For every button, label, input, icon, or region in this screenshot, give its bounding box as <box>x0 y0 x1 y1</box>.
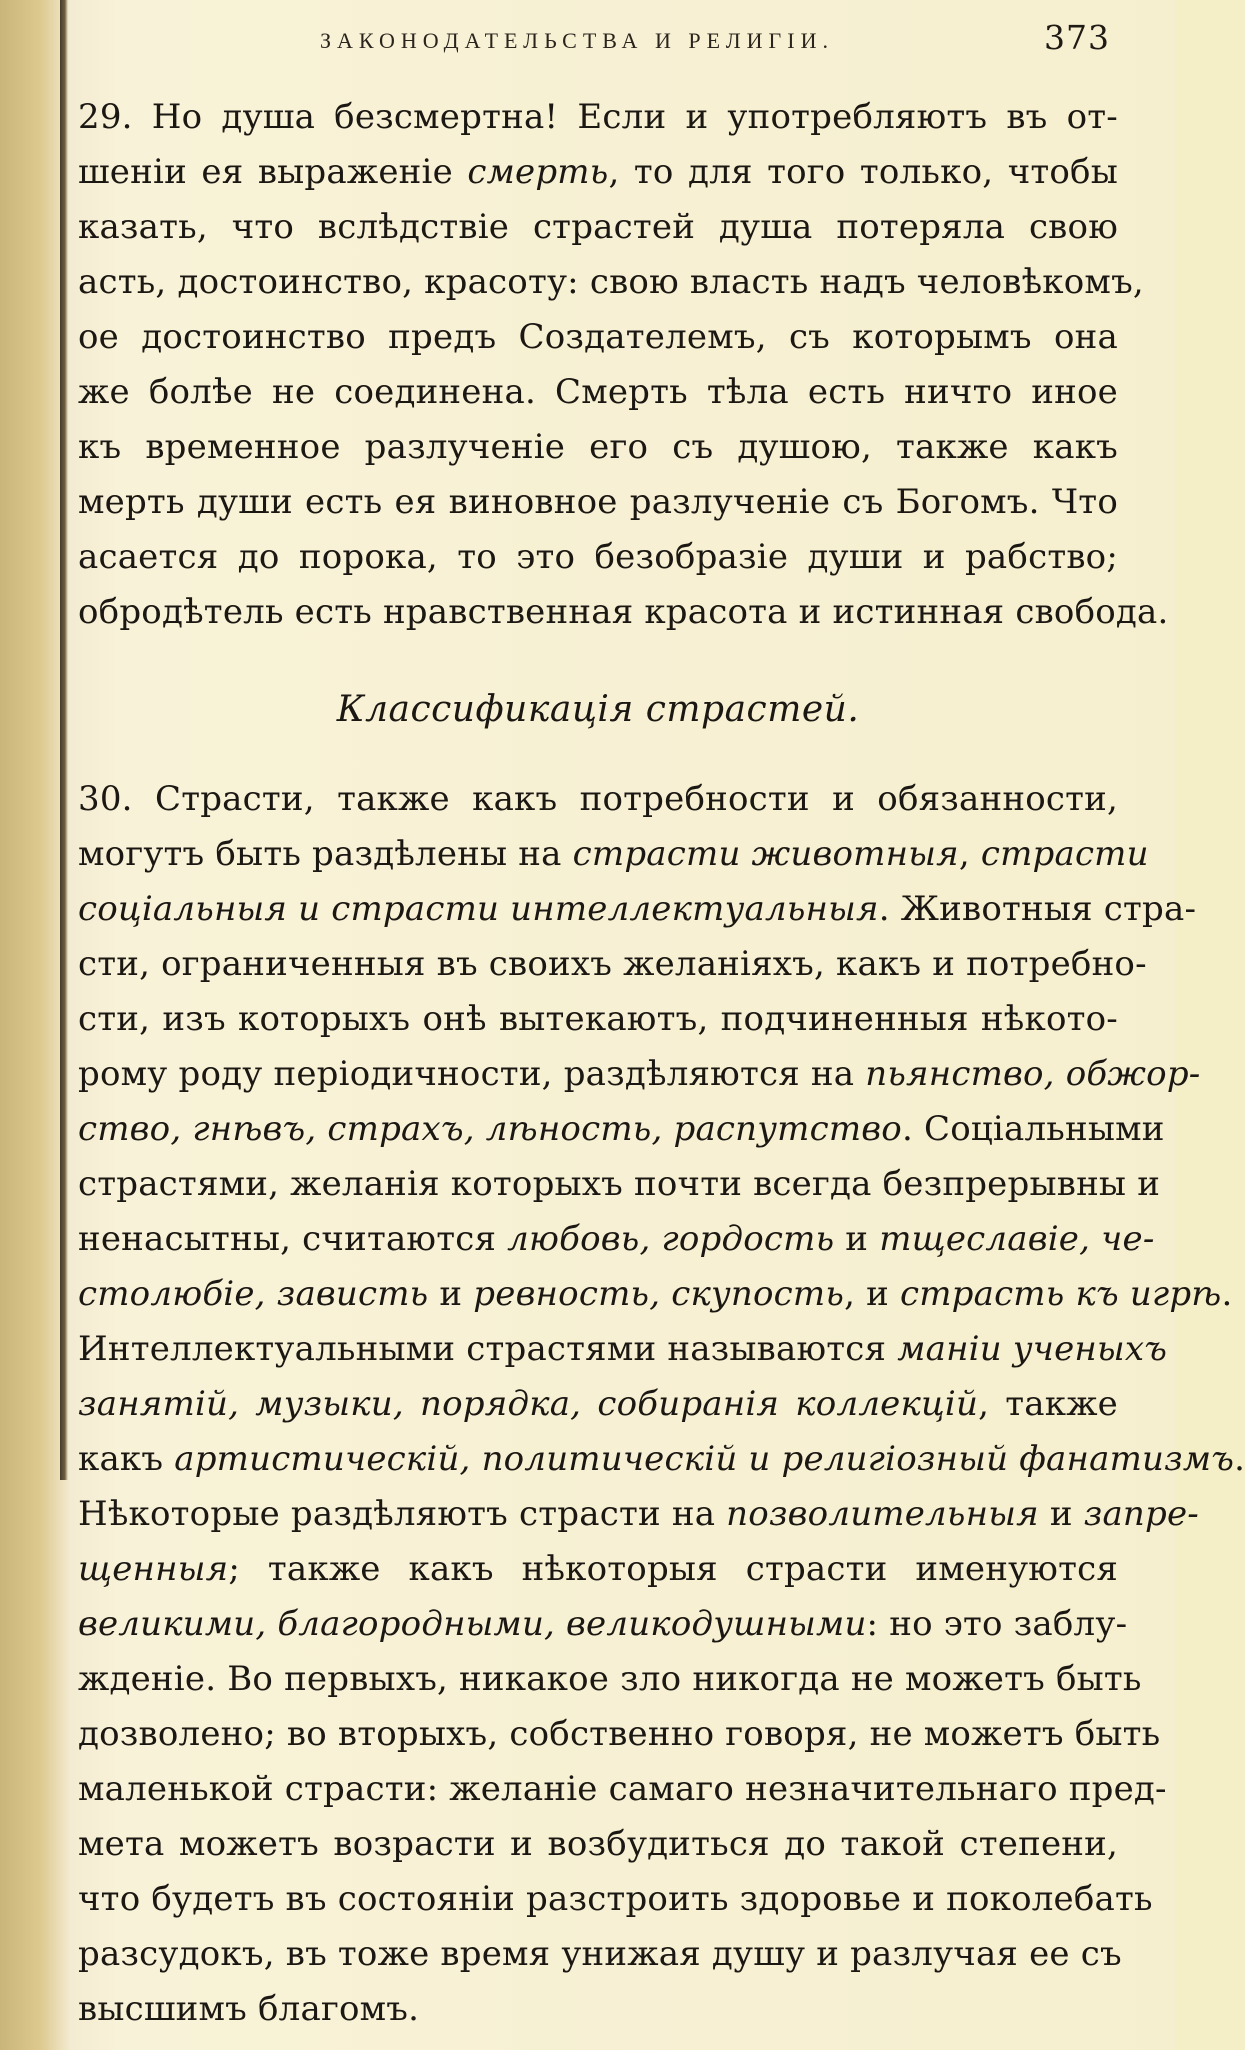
text-run: асть, достоинство, красоту: свою власть надъ человѣкомъ, <box>78 262 1144 302</box>
text-line <box>78 90 1118 145</box>
section-heading: Классификація страстей. <box>336 689 860 730</box>
text-line <box>78 145 1118 200</box>
text-run: Интеллектуальными страстями называются <box>78 1329 898 1369</box>
text-run: ое достоинство предъ Создателемъ, съ которымъ она <box>78 317 1118 357</box>
text-line <box>78 1432 1245 1487</box>
page-body <box>78 90 1245 2037</box>
text-run: разсудокъ, въ тоже время унижая душу и разлучая ее съ <box>78 1934 1122 1974</box>
text-run: асается до порока, то это безобразіе души и рабство; <box>78 537 1118 577</box>
text-line <box>78 992 1118 1047</box>
text-line <box>78 1762 1167 1817</box>
text-run: . Соціальными <box>901 1109 1165 1149</box>
text-run: шеніи ея выраженіе <box>78 152 468 192</box>
italic-term: страсть къ игрѣ <box>899 1274 1222 1314</box>
text-run: жденіе. Во первыхъ, никакое зло никогда не можетъ быть <box>78 1659 1142 1699</box>
text-run: маленькой страсти: желаніе самаго незначительнаго пред- <box>78 1769 1167 1809</box>
text-line <box>78 365 1118 420</box>
italic-term: страсти животныя <box>572 834 959 874</box>
italic-term: ревность, скупость <box>473 1274 845 1314</box>
text-run: и <box>428 1274 474 1314</box>
italic-term: пьянство, обжор- <box>865 1054 1201 1094</box>
text-run: сти, изъ которыхъ онѣ вытекаютъ, подчиненныя нѣкото- <box>78 999 1118 1039</box>
text-line <box>78 1487 1199 1542</box>
text-run: Нѣкоторые раздѣляютъ страсти на <box>78 1494 727 1534</box>
italic-term: щенныя <box>78 1549 229 1589</box>
text-line <box>78 585 1169 640</box>
text-line <box>78 1652 1142 1707</box>
italic-term: артистическій, политическій и религіозный фанатизмъ <box>174 1439 1235 1479</box>
text-run: сти, ограниченныя въ своихъ желаніяхъ, какъ и потребно- <box>78 944 1147 984</box>
text-line <box>78 1597 1128 1652</box>
text-line <box>78 1542 1118 1597</box>
running-head: ЗАКОНОДАТЕЛЬСТВА И РЕЛИГІИ. <box>320 28 834 53</box>
binding-shadow <box>60 0 68 1480</box>
page-number: 373 <box>1044 18 1110 57</box>
text-line <box>78 1927 1122 1982</box>
text-run: , и <box>844 1274 900 1314</box>
spacer <box>78 640 1118 682</box>
text-run: казать, что вслѣдствіе страстей душа потеряла свою <box>78 207 1118 247</box>
text-line <box>78 1322 1168 1377</box>
text-line <box>78 1377 1118 1432</box>
text-run: обродѣтель есть нравственная красота и истинная свобода. <box>78 592 1169 632</box>
italic-term: запре- <box>1083 1494 1199 1534</box>
text-run: мета можетъ возрасти и возбудиться до такой степени, <box>78 1824 1118 1864</box>
text-run: что будетъ въ состояніи разстроить здоровье и поколебать <box>78 1879 1153 1919</box>
text-line <box>78 1267 1233 1322</box>
text-run: дозволено; во вторыхъ, собственно говоря, не можетъ быть <box>78 1714 1161 1754</box>
text-run: 29. Но душа безсмертна! Если и употребляютъ въ от- <box>78 97 1118 137</box>
spacer <box>78 738 1118 772</box>
text-line <box>78 1212 1155 1267</box>
text-run: , <box>958 834 981 874</box>
text-run: рому роду періодичности, раздѣляются на <box>78 1054 866 1094</box>
text-run: высшимъ благомъ. <box>78 1989 420 2029</box>
text-run: , также <box>978 1384 1118 1424</box>
text-run: и <box>834 1219 880 1259</box>
text-run: . Животныя стра- <box>878 889 1197 929</box>
text-run: ненасытны, считаются <box>78 1219 508 1259</box>
italic-term: тщеславіе, че- <box>879 1219 1155 1259</box>
text-run: къ временное разлученіе его съ душою, также какъ <box>78 427 1118 467</box>
paragraph-29 <box>78 90 1169 640</box>
italic-term: любовь, гордость <box>507 1219 835 1259</box>
text-line <box>78 255 1144 310</box>
text-run: ; также какъ нѣкоторыя страсти именуются <box>228 1549 1118 1589</box>
text-run: мерть души есть ея виновное разлученіе съ Богомъ. Что <box>78 482 1118 522</box>
text-line <box>78 420 1118 475</box>
text-line <box>78 1047 1201 1102</box>
italic-term: занятій, музыки, порядка, собиранія коллекцій <box>78 1384 979 1424</box>
italic-term: великими, благородными, великодушными <box>78 1604 867 1644</box>
text-line <box>78 1982 1118 2037</box>
text-run: и <box>1038 1494 1084 1534</box>
italic-term: соціальныя и страсти интеллектуальныя <box>78 889 879 929</box>
text-run: . <box>1234 1439 1245 1479</box>
text-line <box>78 1817 1118 1872</box>
paragraph-30 <box>78 772 1245 2037</box>
page-header <box>70 18 1110 68</box>
text-line <box>78 1872 1153 1927</box>
text-run: . <box>1221 1274 1233 1314</box>
text-line <box>78 475 1118 530</box>
text-line <box>78 1707 1161 1762</box>
text-line <box>78 530 1118 585</box>
italic-term: ство, гнѣвъ, страхъ, лѣность, распутство <box>78 1109 902 1149</box>
text-line <box>78 1157 1161 1212</box>
text-line <box>78 772 1118 827</box>
text-line <box>78 200 1118 255</box>
text-line <box>78 882 1197 937</box>
text-run: страстями, желанія которыхъ почти всегда безпрерывны и <box>78 1164 1161 1204</box>
text-line <box>78 1102 1165 1157</box>
text-run: , то для того только, чтобы <box>608 152 1118 192</box>
italic-term: маніи ученыхъ <box>897 1329 1168 1369</box>
italic-term: позволительныя <box>726 1494 1039 1534</box>
text-run: : но это заблу- <box>866 1604 1128 1644</box>
text-run: какъ <box>78 1439 175 1479</box>
italic-term: страсти <box>980 834 1149 874</box>
text-line <box>78 827 1149 882</box>
text-line <box>78 937 1147 992</box>
text-run: 30. Страсти, также какъ потребности и обязанности, <box>78 779 1118 819</box>
italic-term: столюбіе, зависть <box>78 1274 429 1314</box>
italic-term: смерть <box>467 152 609 192</box>
text-run: же болѣе не соединена. Смерть тѣла есть ничто иное <box>78 372 1118 412</box>
text-run: могутъ быть раздѣлены на <box>78 834 573 874</box>
text-line <box>78 310 1118 365</box>
